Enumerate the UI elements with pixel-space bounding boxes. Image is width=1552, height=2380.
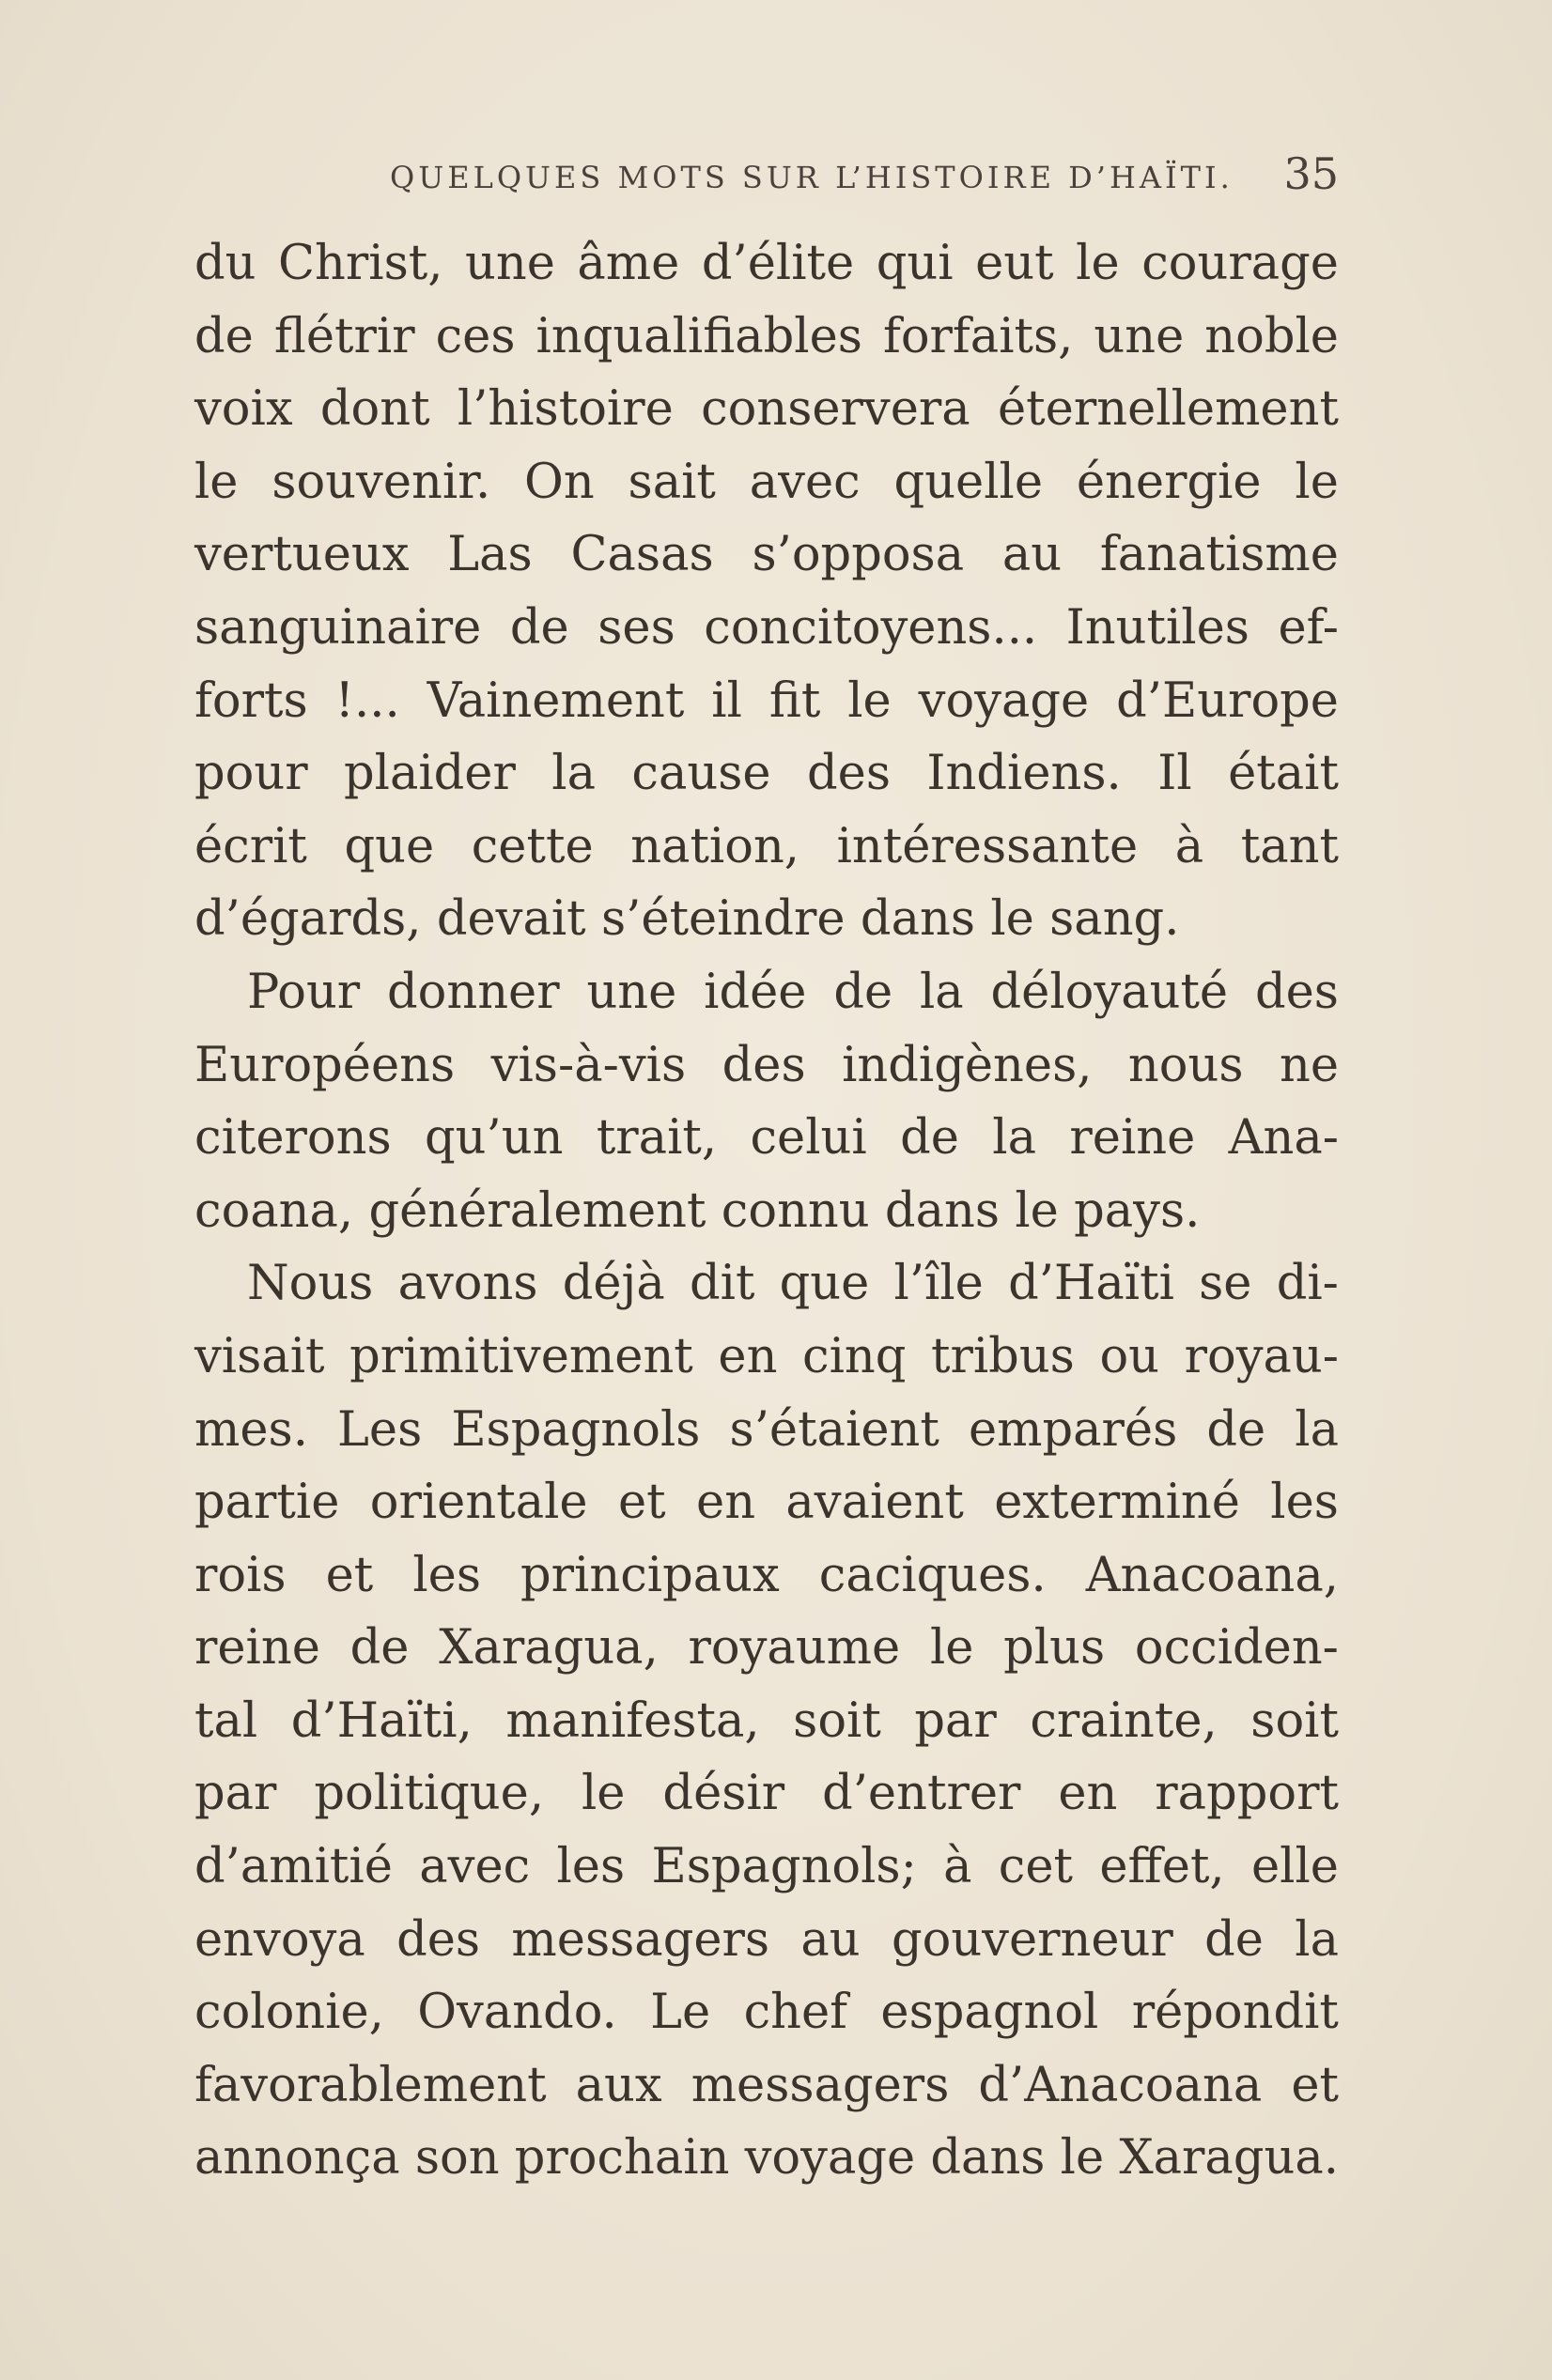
word: l’histoire bbox=[457, 381, 674, 438]
word: colonie, bbox=[194, 1985, 384, 2041]
word: primitivement bbox=[349, 1328, 693, 1384]
word: emparés bbox=[968, 1401, 1178, 1458]
word: citerons bbox=[194, 1110, 392, 1167]
word: la bbox=[919, 964, 964, 1020]
word: dit bbox=[689, 1256, 755, 1312]
word: voyage bbox=[918, 672, 1090, 729]
word: intéressante bbox=[836, 818, 1139, 874]
word: coana, bbox=[194, 1182, 354, 1239]
word: forts bbox=[194, 672, 308, 729]
word: des bbox=[396, 1911, 481, 1968]
word: reine bbox=[194, 1620, 320, 1677]
text-line bbox=[194, 2122, 1339, 2195]
word: dans bbox=[884, 1182, 1000, 1239]
word: désir bbox=[662, 1766, 785, 1822]
word: quelle bbox=[893, 454, 1044, 510]
text-line bbox=[194, 883, 1339, 956]
word: vis-à-vis bbox=[490, 1037, 687, 1093]
word: Pour bbox=[247, 964, 361, 1020]
word: chef bbox=[743, 1985, 848, 2041]
text-line bbox=[194, 956, 1339, 1029]
word: déloyauté bbox=[990, 964, 1229, 1020]
text-line bbox=[194, 227, 1339, 301]
word: ou bbox=[1099, 1328, 1160, 1384]
text-line bbox=[194, 1394, 1339, 1467]
word: une bbox=[586, 964, 677, 1020]
word: de bbox=[1206, 1401, 1266, 1458]
word: énergie bbox=[1076, 454, 1262, 510]
word: généralement bbox=[368, 1182, 706, 1239]
body-text bbox=[194, 227, 1339, 2195]
word: était bbox=[1228, 746, 1339, 802]
word: celui bbox=[750, 1110, 867, 1167]
word: la bbox=[1295, 1911, 1339, 1968]
word: donner bbox=[387, 964, 560, 1020]
word: mes. bbox=[194, 1401, 308, 1458]
word: cause bbox=[631, 746, 771, 802]
word: Il bbox=[1157, 746, 1192, 802]
word: plaider bbox=[343, 746, 516, 802]
word: crainte, bbox=[1030, 1692, 1218, 1749]
word: Christ, bbox=[278, 236, 443, 291]
word: indigènes, bbox=[842, 1037, 1093, 1093]
word: s’opposa bbox=[752, 527, 965, 583]
word: avec bbox=[419, 1839, 531, 1895]
word: Ana- bbox=[1228, 1110, 1339, 1167]
word: tant bbox=[1240, 818, 1339, 874]
word: nous bbox=[1127, 1037, 1244, 1093]
word: de bbox=[1204, 1911, 1264, 1968]
word: l’île bbox=[893, 1256, 984, 1312]
word: son bbox=[414, 2130, 500, 2187]
word: d’Anacoana bbox=[978, 2057, 1263, 2113]
word: voix bbox=[194, 381, 293, 438]
text-line bbox=[194, 1466, 1339, 1539]
word: aux bbox=[575, 2057, 662, 2113]
word: d’Europe bbox=[1116, 672, 1339, 729]
text-line bbox=[194, 592, 1339, 665]
word: sang. bbox=[1049, 891, 1180, 948]
word: pour bbox=[194, 746, 308, 802]
word: des bbox=[806, 746, 891, 802]
text-line bbox=[194, 1976, 1339, 2049]
word: connu bbox=[721, 1182, 870, 1239]
word: déjà bbox=[562, 1256, 665, 1312]
word: qui bbox=[876, 236, 954, 291]
word: se bbox=[1199, 1256, 1252, 1312]
word: reine bbox=[1069, 1110, 1196, 1167]
word: avec bbox=[749, 454, 861, 510]
word: ces bbox=[435, 308, 516, 364]
word: devait bbox=[436, 891, 586, 948]
word: avons bbox=[397, 1256, 538, 1312]
word: gouverneur bbox=[891, 1911, 1173, 1968]
word: nation, bbox=[630, 818, 800, 874]
text-line bbox=[194, 2049, 1339, 2123]
word: espagnol bbox=[880, 1985, 1099, 2041]
word: Casas bbox=[570, 527, 714, 583]
word: qu’un bbox=[425, 1110, 564, 1167]
word: royaume bbox=[688, 1620, 901, 1677]
word: il bbox=[711, 672, 742, 729]
word: ne bbox=[1279, 1037, 1339, 1093]
word: Ovando. bbox=[417, 1985, 617, 2041]
word: Inutiles bbox=[1065, 599, 1249, 656]
word: partie bbox=[194, 1475, 340, 1531]
running-title: QUELQUES MOTS SUR L’HISTOIRE D’HAÏTI. bbox=[390, 160, 1234, 195]
word: que bbox=[779, 1256, 870, 1312]
word: Xaragua, bbox=[439, 1620, 659, 1677]
word: d’Haïti bbox=[1008, 1256, 1174, 1312]
word: à bbox=[1174, 818, 1204, 874]
word: le bbox=[990, 891, 1034, 948]
word: tal bbox=[194, 1692, 258, 1749]
text-line bbox=[194, 1612, 1339, 1685]
word: la bbox=[551, 746, 596, 802]
word: Nous bbox=[247, 1256, 374, 1312]
word: concitoyens... bbox=[704, 599, 1038, 656]
word: du bbox=[194, 236, 256, 291]
word: une bbox=[465, 236, 555, 291]
text-line bbox=[194, 1539, 1339, 1613]
word: en bbox=[696, 1475, 756, 1531]
word: ses bbox=[598, 599, 675, 656]
word: pays. bbox=[1074, 1182, 1201, 1239]
word: éternellement bbox=[998, 381, 1339, 438]
word: d’entrer bbox=[822, 1766, 1021, 1822]
word: prochain bbox=[514, 2130, 730, 2187]
word: voyage bbox=[744, 2130, 916, 2187]
word: idée bbox=[704, 964, 807, 1020]
word: et bbox=[325, 1547, 374, 1603]
word: messagers bbox=[691, 2057, 950, 2113]
word: Las bbox=[447, 527, 533, 583]
word: courage bbox=[1141, 236, 1339, 291]
running-head bbox=[390, 148, 1339, 205]
word: à bbox=[943, 1839, 972, 1895]
word: le bbox=[1015, 1182, 1059, 1239]
word: caciques. bbox=[818, 1547, 1047, 1603]
text-line bbox=[194, 1831, 1339, 1904]
word: noble bbox=[1204, 308, 1339, 364]
word: annonça bbox=[194, 2130, 400, 2187]
word: forfaits, bbox=[882, 308, 1074, 364]
word: occiden- bbox=[1134, 1620, 1339, 1677]
word: On bbox=[524, 454, 595, 510]
word: plus bbox=[1003, 1620, 1106, 1677]
word: le bbox=[581, 1766, 626, 1822]
word: tribus bbox=[931, 1328, 1075, 1384]
word: s’éteindre bbox=[601, 891, 846, 948]
word: visait bbox=[194, 1328, 325, 1384]
word: d’égards, bbox=[194, 891, 422, 948]
word: cet bbox=[998, 1839, 1074, 1895]
word: dont bbox=[319, 381, 430, 438]
word: vertueux bbox=[194, 527, 410, 583]
word: et bbox=[1291, 2057, 1339, 2113]
word: de bbox=[509, 599, 569, 656]
text-line bbox=[194, 301, 1339, 374]
word: cette bbox=[471, 818, 594, 874]
word: d’amitié bbox=[194, 1839, 393, 1895]
word: favorablement bbox=[194, 2057, 547, 2113]
word: Espagnols bbox=[451, 1401, 701, 1458]
word: en bbox=[1058, 1766, 1118, 1822]
word: une bbox=[1094, 308, 1185, 364]
text-line bbox=[194, 737, 1339, 811]
word: de bbox=[194, 308, 254, 364]
text-line bbox=[194, 811, 1339, 884]
word: sait bbox=[628, 454, 716, 510]
word: et bbox=[617, 1475, 666, 1531]
word: d’élite bbox=[701, 236, 855, 291]
word: Anacoana, bbox=[1085, 1547, 1339, 1603]
word: orientale bbox=[369, 1475, 588, 1531]
word: par bbox=[194, 1766, 277, 1822]
word: les bbox=[1270, 1475, 1339, 1531]
word: la bbox=[1295, 1401, 1339, 1458]
word: !... bbox=[334, 672, 400, 729]
word: politique, bbox=[314, 1766, 545, 1822]
word: les bbox=[412, 1547, 481, 1603]
word: principaux bbox=[520, 1547, 780, 1603]
word: la bbox=[992, 1110, 1037, 1167]
text-line bbox=[194, 1102, 1339, 1175]
word: que bbox=[344, 818, 435, 874]
word: manifesta, bbox=[505, 1692, 760, 1749]
word: Indiens. bbox=[926, 746, 1122, 802]
word: elle bbox=[1250, 1839, 1339, 1895]
word: Les bbox=[337, 1401, 423, 1458]
text-line bbox=[194, 1757, 1339, 1831]
word: écrit bbox=[194, 818, 307, 874]
word: avaient bbox=[785, 1475, 964, 1531]
text-line bbox=[194, 1175, 1339, 1248]
text-line bbox=[194, 1029, 1339, 1103]
word: fit bbox=[768, 672, 821, 729]
word: royau- bbox=[1184, 1328, 1339, 1384]
word: d’Haïti, bbox=[290, 1692, 473, 1749]
word: rois bbox=[194, 1547, 287, 1603]
word: par bbox=[914, 1692, 997, 1749]
word: des bbox=[722, 1037, 806, 1093]
word: cinq bbox=[802, 1328, 907, 1384]
text-line bbox=[194, 1685, 1339, 1758]
text-line bbox=[194, 1904, 1339, 1977]
word: le bbox=[1060, 2130, 1105, 2187]
word: souvenir. bbox=[272, 454, 491, 510]
word: s’étaient bbox=[729, 1401, 939, 1458]
text-line bbox=[194, 665, 1339, 738]
word: envoya bbox=[194, 1911, 365, 1968]
word: Européens bbox=[194, 1037, 456, 1093]
word: le bbox=[194, 454, 239, 510]
word: âme bbox=[577, 236, 680, 291]
word: conservera bbox=[701, 381, 970, 438]
word: inqualifiables bbox=[535, 308, 862, 364]
word: Xaragua. bbox=[1119, 2130, 1339, 2187]
word: le bbox=[1295, 454, 1339, 510]
word: le bbox=[847, 672, 892, 729]
word: exterminé bbox=[994, 1475, 1240, 1531]
word: au bbox=[800, 1911, 861, 1968]
word: sanguinaire bbox=[194, 599, 482, 656]
word: fanatisme bbox=[1099, 527, 1339, 583]
word: les bbox=[556, 1839, 626, 1895]
word: de bbox=[349, 1620, 410, 1677]
word: de bbox=[900, 1110, 959, 1167]
text-line bbox=[194, 1321, 1339, 1394]
word: en bbox=[718, 1328, 778, 1384]
word: flétrir bbox=[273, 308, 415, 364]
word: soit bbox=[1250, 1692, 1339, 1749]
word: des bbox=[1254, 964, 1339, 1020]
word: Vainement bbox=[427, 672, 685, 729]
word: soit bbox=[793, 1692, 881, 1749]
text-line bbox=[194, 373, 1339, 446]
word: dans bbox=[930, 2130, 1046, 2187]
word: di- bbox=[1276, 1256, 1339, 1312]
word: eut bbox=[975, 236, 1054, 291]
word: le bbox=[1076, 236, 1120, 291]
word: répondit bbox=[1131, 1985, 1339, 2041]
word: Le bbox=[650, 1985, 711, 2041]
text-line bbox=[194, 446, 1339, 519]
word: rapport bbox=[1155, 1766, 1339, 1822]
text-line bbox=[194, 1247, 1339, 1321]
word: messagers bbox=[511, 1911, 770, 1968]
text-line bbox=[194, 518, 1339, 592]
word: effet, bbox=[1099, 1839, 1225, 1895]
word: dans bbox=[860, 891, 975, 948]
page-number: 35 bbox=[1283, 148, 1339, 199]
word: au bbox=[1001, 527, 1063, 583]
word: Espagnols; bbox=[651, 1839, 917, 1895]
word: le bbox=[929, 1620, 974, 1677]
word: ef- bbox=[1278, 599, 1339, 656]
word: trait, bbox=[596, 1110, 718, 1167]
word: de bbox=[833, 964, 893, 1020]
